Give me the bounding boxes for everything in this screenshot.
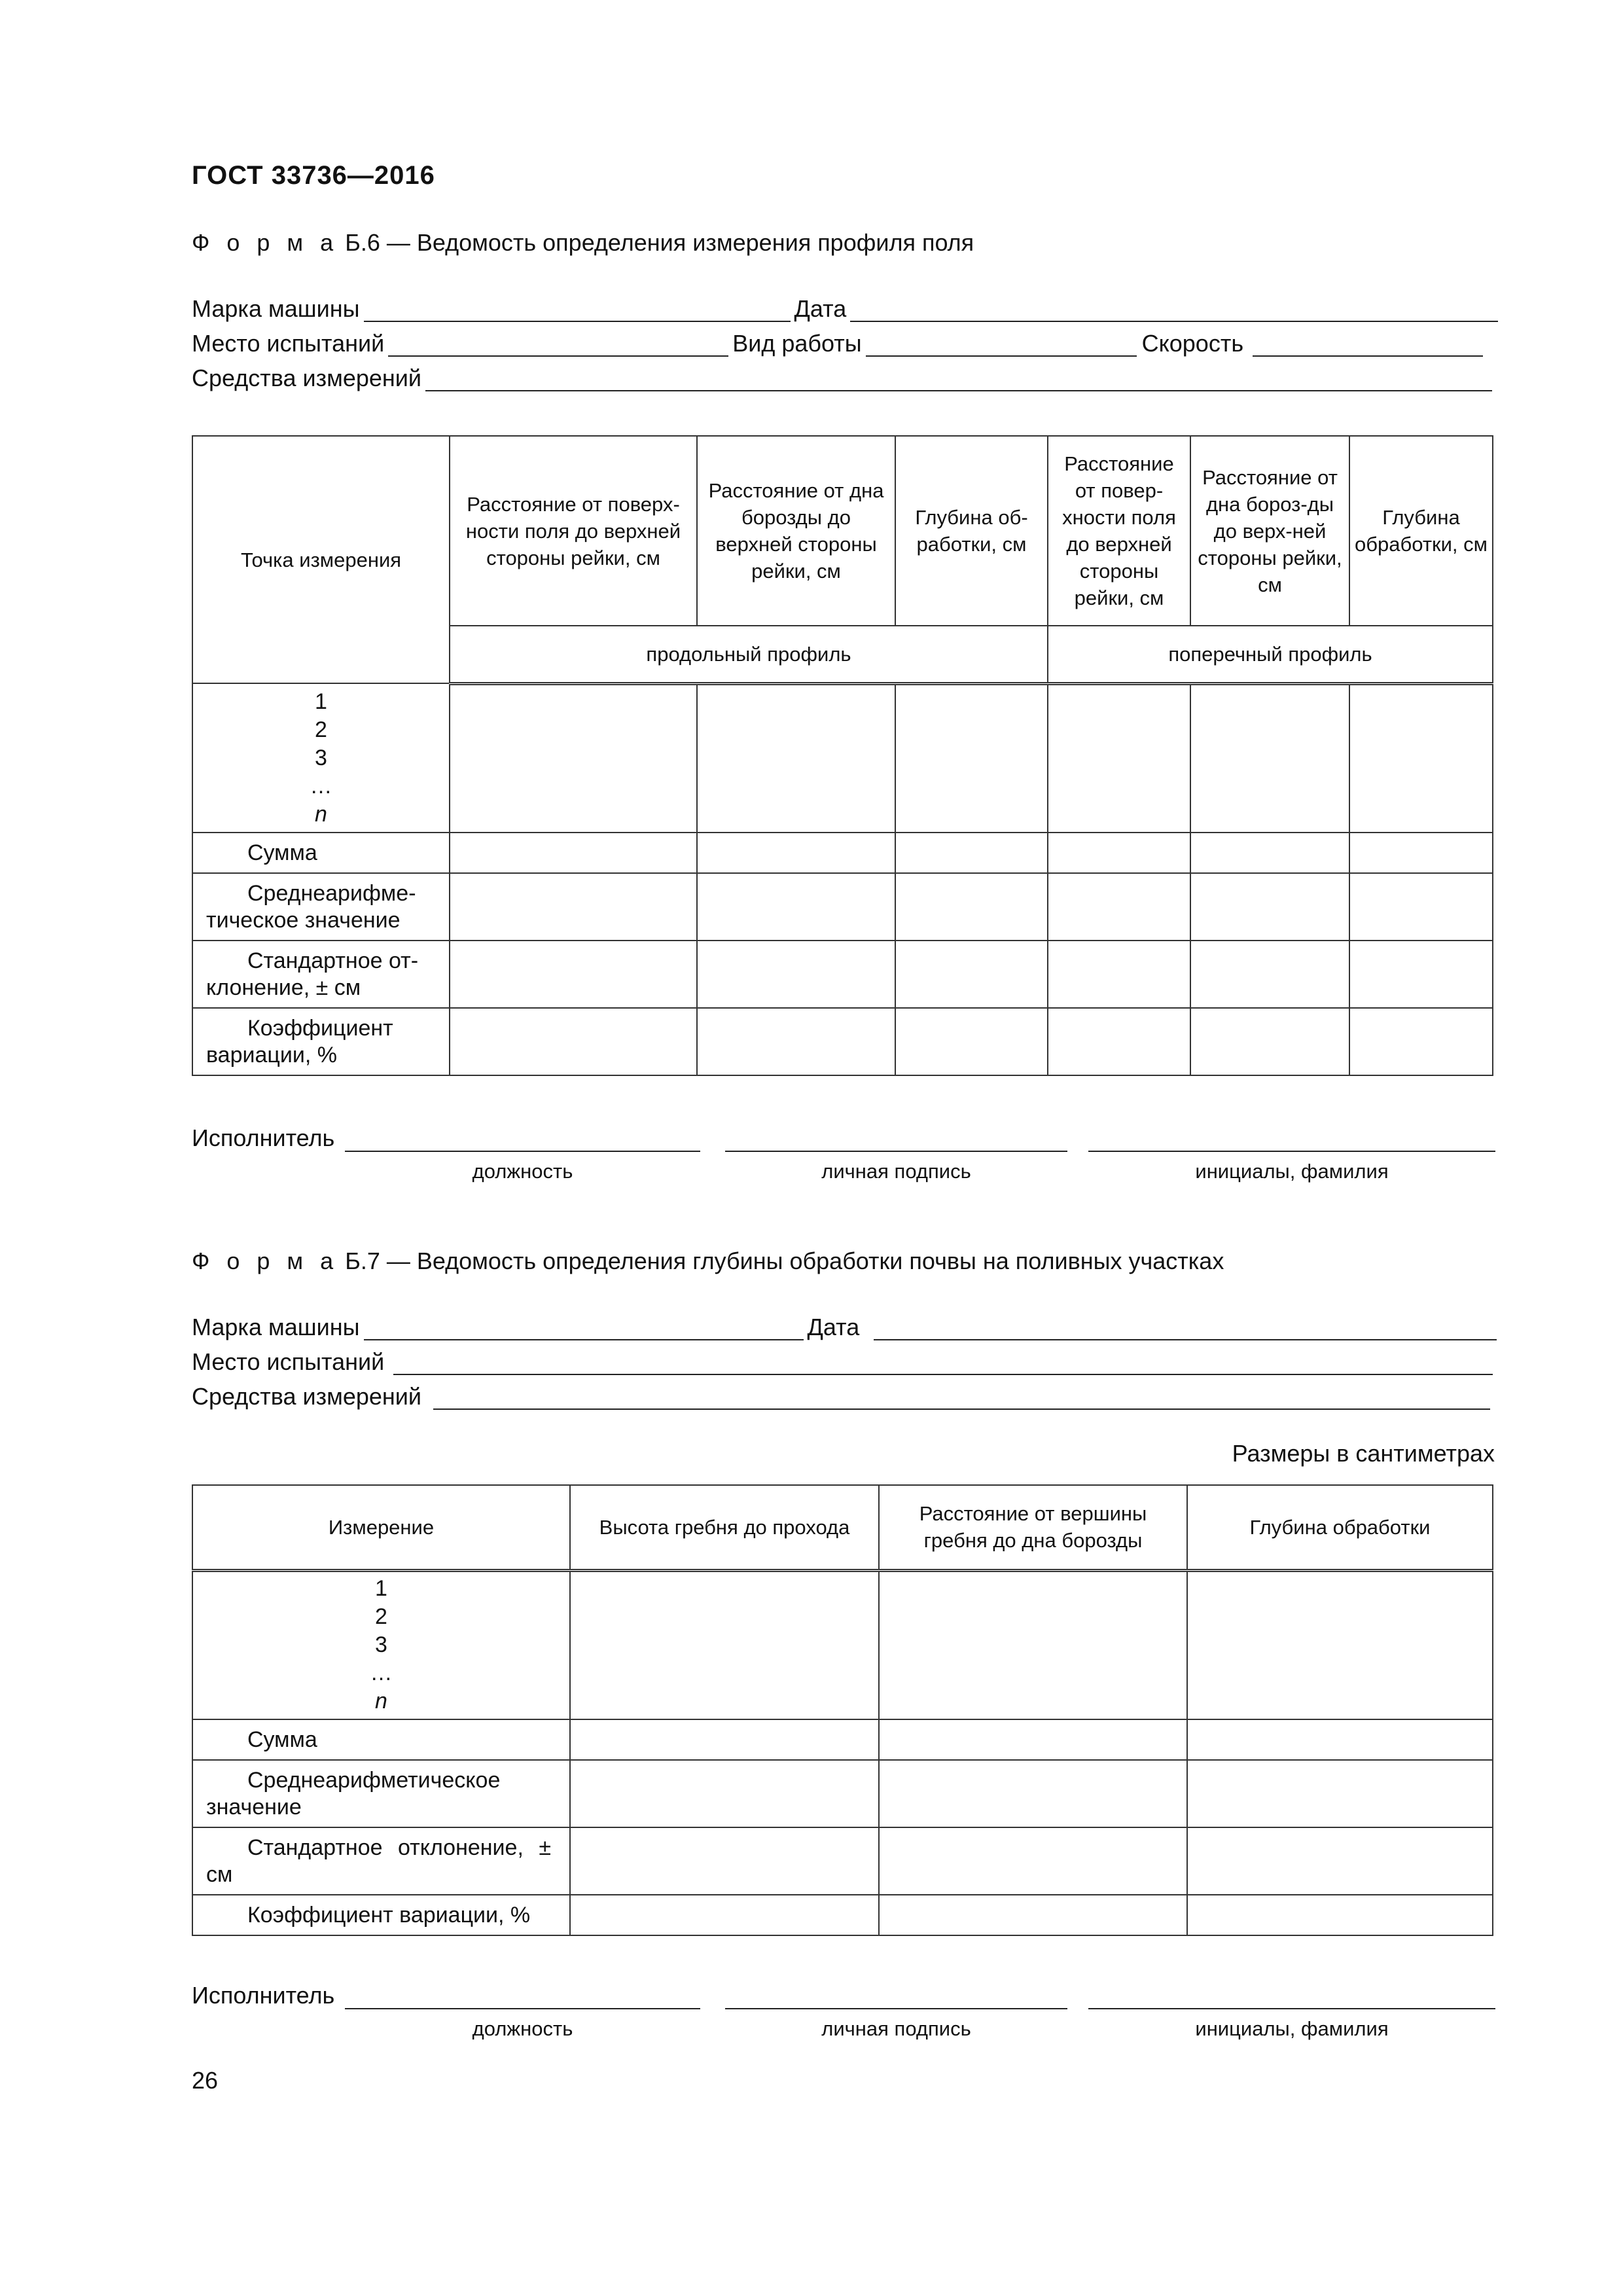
form7-row-sum: Сумма (192, 1719, 570, 1760)
form6-row-sum: Сумма (192, 833, 450, 873)
form7-col2: Расстояние от вершины гребня до дна борозды (879, 1485, 1187, 1570)
form6-line-machine (192, 288, 1501, 322)
form7-line-machine (192, 1306, 1501, 1340)
form7-row-mean: Среднеарифметическое значение (192, 1760, 570, 1827)
form7-cell[interactable] (1187, 1760, 1493, 1827)
form6-form-word: Ф о р м а (192, 229, 339, 256)
form7-date-label: Дата (807, 1314, 860, 1340)
form6-speed-field[interactable] (1253, 332, 1483, 357)
form7-cell[interactable] (879, 1719, 1187, 1760)
form6-group-transverse: поперечный профиль (1048, 626, 1493, 683)
form6-line-place (192, 323, 1501, 357)
form6-cell[interactable] (450, 873, 697, 941)
form6-cell[interactable] (1190, 1008, 1349, 1075)
form6-cell[interactable] (1190, 941, 1349, 1008)
form6-cell[interactable] (1349, 683, 1493, 833)
form7-num-ellipsis: … (370, 1660, 393, 1686)
form6-group-longitudinal: продольный профиль (450, 626, 1048, 683)
form6-cell[interactable] (1048, 683, 1190, 833)
form7-sign-caption: личная подпись (821, 2017, 971, 2040)
form6-cell[interactable] (1190, 833, 1349, 873)
form7-col1: Высота гребня до прохода (570, 1485, 879, 1570)
form6-cell[interactable] (697, 833, 895, 873)
form6-worktype-label: Вид работы (732, 330, 862, 357)
form6-cell[interactable] (697, 683, 895, 833)
form7-means-label: Средства измерений (192, 1383, 422, 1410)
form6-num-3: 3 (315, 745, 327, 770)
form6-means-field[interactable] (425, 367, 1492, 391)
form7-point-numbers (192, 1570, 570, 1719)
form6-means-label: Средства измерений (192, 365, 422, 391)
form6-cell[interactable] (1349, 1008, 1493, 1075)
form7-cell[interactable] (879, 1827, 1187, 1895)
form7-form-word: Ф о р м а (192, 1247, 339, 1274)
form7-num-1: 1 (375, 1576, 387, 1602)
form7-means-field[interactable] (433, 1385, 1490, 1410)
form6-sign-line[interactable] (725, 1149, 1067, 1152)
form7-cell[interactable] (570, 1760, 879, 1827)
form7-table (192, 1484, 1493, 1936)
form6-executor-label: Исполнитель (192, 1124, 335, 1151)
form7-num-n: n (375, 1689, 387, 1714)
form6-col5: Расстояние от дна бороз-ды до верх-ней стороны рейки, см (1190, 436, 1349, 626)
form6-table (192, 435, 1493, 1076)
form7-position-caption: должность (472, 2017, 573, 2040)
form6-cell[interactable] (895, 683, 1048, 833)
form6-col-point: Точка измерения (192, 436, 450, 683)
form6-cell[interactable] (697, 873, 895, 941)
form6-col2: Расстояние от дна борозды до верхней стороны рейки, см (697, 436, 895, 626)
form6-row-variation: Коэффициент вариации, % (192, 1008, 450, 1075)
form6-machine-field[interactable] (364, 297, 791, 322)
form6-num-ellipsis: … (310, 773, 332, 798)
form6-cell[interactable] (1349, 833, 1493, 873)
form6-cell[interactable] (1349, 941, 1493, 1008)
form7-place-field[interactable] (393, 1350, 1493, 1375)
form6-cell[interactable] (895, 1008, 1048, 1075)
form6-cell[interactable] (450, 1008, 697, 1075)
form6-col6: Глубина обработки, см (1349, 436, 1493, 626)
form7-cell[interactable] (570, 1827, 879, 1895)
form7-executor-label: Исполнитель (192, 1982, 335, 2009)
form7-col-measure: Измерение (192, 1485, 570, 1570)
form6-place-label: Место испытаний (192, 330, 385, 357)
form6-cell[interactable] (1190, 683, 1349, 833)
form6-num-n: n (315, 801, 327, 827)
form6-cell[interactable] (1048, 941, 1190, 1008)
form6-cell[interactable] (450, 941, 697, 1008)
form7-num-2: 2 (375, 1604, 387, 1630)
form6-position-line[interactable] (345, 1149, 700, 1152)
form6-cell[interactable] (697, 1008, 895, 1075)
form6-cell[interactable] (450, 683, 697, 833)
form6-col1: Расстояние от поверх-ности поля до верхней стороны рейки, см (450, 436, 697, 626)
form7-cell[interactable] (1187, 1719, 1493, 1760)
form6-num-2: 2 (315, 717, 327, 742)
form6-name-line[interactable] (1088, 1149, 1495, 1152)
form6-position-caption: должность (472, 1160, 573, 1183)
form7-num-3: 3 (375, 1632, 387, 1658)
form7-name-caption: инициалы, фамилия (1195, 2017, 1389, 2040)
form7-cell[interactable] (570, 1719, 879, 1760)
form6-cell[interactable] (895, 941, 1048, 1008)
form6-cell[interactable] (895, 873, 1048, 941)
form7-row-variation: Коэффициент вариации, % (192, 1895, 570, 1935)
form6-speed-label: Скорость (1141, 330, 1244, 357)
form6-row-mean: Среднеарифме-тическое значение (192, 873, 450, 941)
form7-cell[interactable] (879, 1570, 1187, 1719)
form7-sign-line[interactable] (725, 2007, 1067, 2009)
form6-cell[interactable] (1048, 833, 1190, 873)
form7-cell[interactable] (1187, 1827, 1493, 1895)
form7-cell[interactable] (1187, 1895, 1493, 1935)
page-number: 26 (192, 2067, 219, 2094)
form6-cell[interactable] (1048, 1008, 1190, 1075)
form7-line-place (192, 1341, 1501, 1375)
form6-col4: Расстояние от повер-хности поля до верхней стороны рейки, см (1048, 436, 1190, 626)
form7-cell[interactable] (879, 1895, 1187, 1935)
document-header: ГОСТ 33736—2016 (192, 161, 435, 190)
form6-caption-text: Б.6 — Ведомость определения измерения профиля поля (345, 229, 974, 256)
form7-line-means (192, 1376, 1501, 1410)
form6-cell[interactable] (1349, 873, 1493, 941)
form6-cell[interactable] (450, 833, 697, 873)
form7-machine-label: Марка машины (192, 1314, 360, 1340)
form7-caption-text: Б.7 — Ведомость определения глубины обработки почвы на поливных участках (345, 1247, 1224, 1274)
form7-cell[interactable] (570, 1895, 879, 1935)
form6-caption (192, 229, 974, 257)
form6-name-caption: инициалы, фамилия (1195, 1160, 1389, 1183)
form6-num-1: 1 (315, 689, 327, 714)
form7-machine-field[interactable] (364, 1316, 804, 1340)
form6-cell[interactable] (697, 941, 895, 1008)
form6-cell[interactable] (1048, 873, 1190, 941)
form7-cell[interactable] (879, 1760, 1187, 1827)
form6-date-label: Дата (794, 295, 847, 322)
form6-date-field[interactable] (850, 297, 1498, 322)
form7-col3: Глубина обработки (1187, 1485, 1493, 1570)
form6-place-field[interactable] (388, 332, 728, 357)
form6-cell[interactable] (895, 833, 1048, 873)
form7-row-stddev: Стандартное отклонение, ± см (192, 1827, 570, 1895)
form7-caption (192, 1247, 1224, 1275)
form7-cell[interactable] (570, 1570, 879, 1719)
form7-date-field[interactable] (874, 1316, 1497, 1340)
form7-units-note: Размеры в сантиметрах (1232, 1440, 1495, 1467)
form7-position-line[interactable] (345, 2007, 700, 2009)
form6-sign-caption: личная подпись (821, 1160, 971, 1183)
form7-cell[interactable] (1187, 1570, 1493, 1719)
form7-place-label: Место испытаний (192, 1348, 385, 1375)
form7-name-line[interactable] (1088, 2007, 1495, 2009)
form6-col3: Глубина об-работки, см (895, 436, 1048, 626)
form6-machine-label: Марка машины (192, 295, 360, 322)
form6-row-stddev: Стандартное от-клонение, ± см (192, 941, 450, 1008)
form6-point-numbers (192, 683, 450, 833)
form6-line-means (192, 357, 1501, 391)
form6-worktype-field[interactable] (866, 332, 1137, 357)
form6-cell[interactable] (1190, 873, 1349, 941)
